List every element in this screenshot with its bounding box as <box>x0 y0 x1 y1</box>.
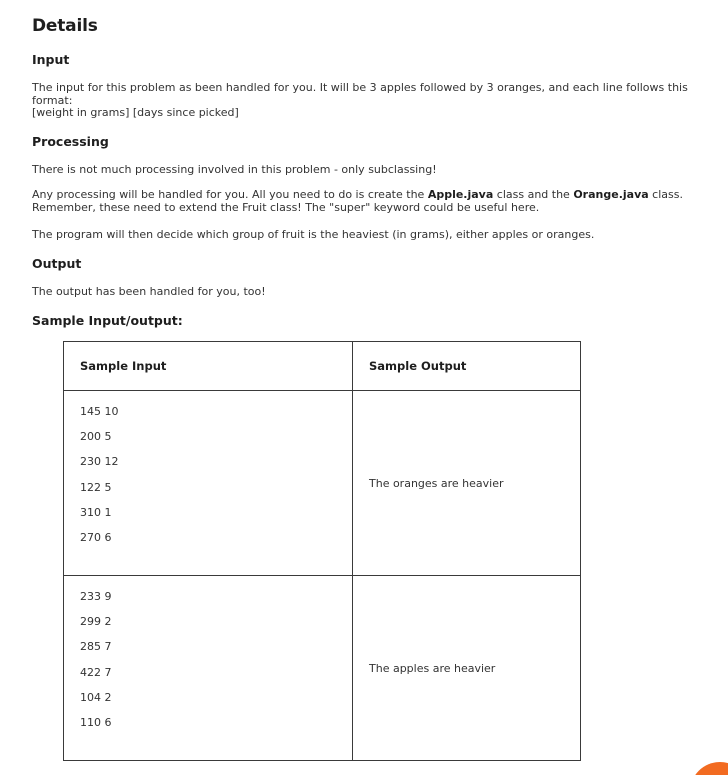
apple-class-name: Apple.java <box>427 188 494 201</box>
input-line: 145 10 <box>80 405 119 418</box>
output-description: The output has been handled for you, too! <box>32 285 266 298</box>
input-line: 310 1 <box>80 505 112 519</box>
input-description: The input for this problem as been handled for you. It will be 3 apples followed by 3 oranges, and each line follows this format: <box>32 81 688 107</box>
input-format: [weight in grams] [days since picked] <box>32 106 239 119</box>
sample-output-cell: The oranges are heavier <box>353 391 581 576</box>
sample-input-cell <box>64 391 353 576</box>
input-line: 200 5 <box>80 430 112 444</box>
input-line: 122 5 <box>80 480 112 494</box>
sample-output-cell: The apples are heavier <box>353 576 581 761</box>
orange-class-name: Orange.java <box>573 188 649 201</box>
processing-text-c: class. Remember, these need to extend the Fruit class! The "super" keyword could be useful here. <box>32 188 683 214</box>
processing-instructions <box>32 188 708 214</box>
sample-input-cell <box>64 576 353 761</box>
input-line: 104 2 <box>80 690 112 704</box>
input-line: 422 7 <box>80 665 112 679</box>
input-line: 285 7 <box>80 640 112 654</box>
input-heading: Input <box>32 52 70 67</box>
processing-decision: The program will then decide which group of fruit is the heaviest (in grams), either apples or oranges. <box>32 228 595 241</box>
page-title: Details <box>32 16 98 36</box>
table-row <box>64 391 581 576</box>
processing-text-b: class and the <box>493 188 574 201</box>
sample-output-header: Sample Output <box>353 342 581 391</box>
processing-heading: Processing <box>32 134 109 149</box>
sample-table <box>63 341 581 761</box>
sample-heading: Sample Input/output: <box>32 313 183 328</box>
help-bubble-button[interactable] <box>690 762 728 775</box>
processing-note: There is not much processing involved in this problem - only subclassing! <box>32 163 437 176</box>
output-heading: Output <box>32 256 82 271</box>
input-line: 110 6 <box>80 715 112 729</box>
table-row <box>64 576 581 761</box>
input-line: 233 9 <box>80 590 112 603</box>
sample-input-header: Sample Input <box>64 342 353 391</box>
input-line: 299 2 <box>80 615 112 629</box>
input-line: 230 12 <box>80 455 119 469</box>
processing-text-a: Any processing will be handled for you. All you need to do is create the <box>32 188 428 201</box>
sample-table-header-row <box>64 342 581 391</box>
input-line: 270 6 <box>80 530 112 544</box>
